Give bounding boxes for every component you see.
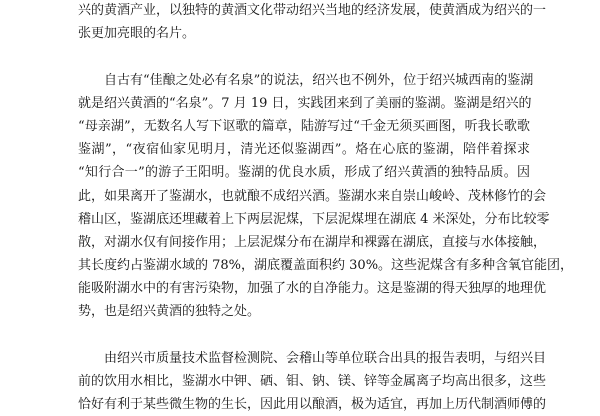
paragraph-line: 此，如果离开了鉴湖水，也就酿不成绍兴酒。鉴湖水来自崇山峻岭、茂林修竹的会 (78, 188, 547, 204)
paragraph-gap (78, 324, 530, 347)
paragraph-line: “知行合一”的游子王阳明。鉴湖的优良水质，形成了绍兴黄酒的独特品质。因 (78, 165, 530, 181)
paragraph-line: 就是绍兴黄酒的“名泉”。7 月 19 日，实践团来到了美丽的鉴湖。鉴湖是绍兴的 (78, 95, 532, 111)
paragraph-line: 势，也是绍兴黄酒的独特之处。 (78, 304, 261, 320)
paragraph-line: 自古有“佳酿之处必有名泉”的说法，绍兴也不例外，位于绍兴城西南的鉴湖 (104, 72, 534, 88)
paragraph-line: “母亲湖”，无数名人写下讴歌的篇章，陆游写过“千金无须买画图，听我长歌歌 (78, 118, 530, 134)
paragraph-line: 能吸附湖水中的有害污染物，加强了水的自净能力。这是鉴湖的得天独厚的地理优 (78, 281, 547, 297)
paragraph-line: 其长度约占鉴湖水域的 78%，湖底覆盖面积约 30%。这些泥煤含有多种含氧官能团， (78, 258, 574, 274)
paragraph-line: 恰好有利于某些微生物的生长，因此用以酿酒，极为适宜，再加上历代制酒师傅的 (78, 397, 547, 413)
document-body (78, 0, 574, 416)
paragraph-line: 散，对湖水仅有间接作用；上层泥煤分布在湖岸和裸露在湖底，直接与水体接触， (78, 234, 547, 250)
paragraph-line: 兴的黄酒产业，以独特的黄酒文化带动绍兴当地的经济发展，使黄酒成为绍兴的一 (78, 3, 547, 18)
paragraph-line: 张更加亮眼的名片。 (78, 26, 196, 42)
paragraph-line: 前的饮用水相比，鉴湖水中钾、硒、钼、钠、镁、锌等金属离子均高出很多，这些 (78, 374, 547, 389)
paragraph-line: 稽山区，鉴湖底还埋藏着上下两层泥煤，下层泥煤埋在湖底 4 米深处，分布比较零 (78, 211, 550, 227)
paragraph-line: 鉴湖”，“夜宿仙家见明月，清光还似鉴湖西”。烙在心底的鉴湖，陪伴着探求 (78, 142, 530, 158)
paragraph-gap (78, 45, 530, 68)
paragraph-line: 由绍兴市质量技术监督检测院、会稽山等单位联合出具的报告表明，与绍兴目 (104, 350, 547, 366)
